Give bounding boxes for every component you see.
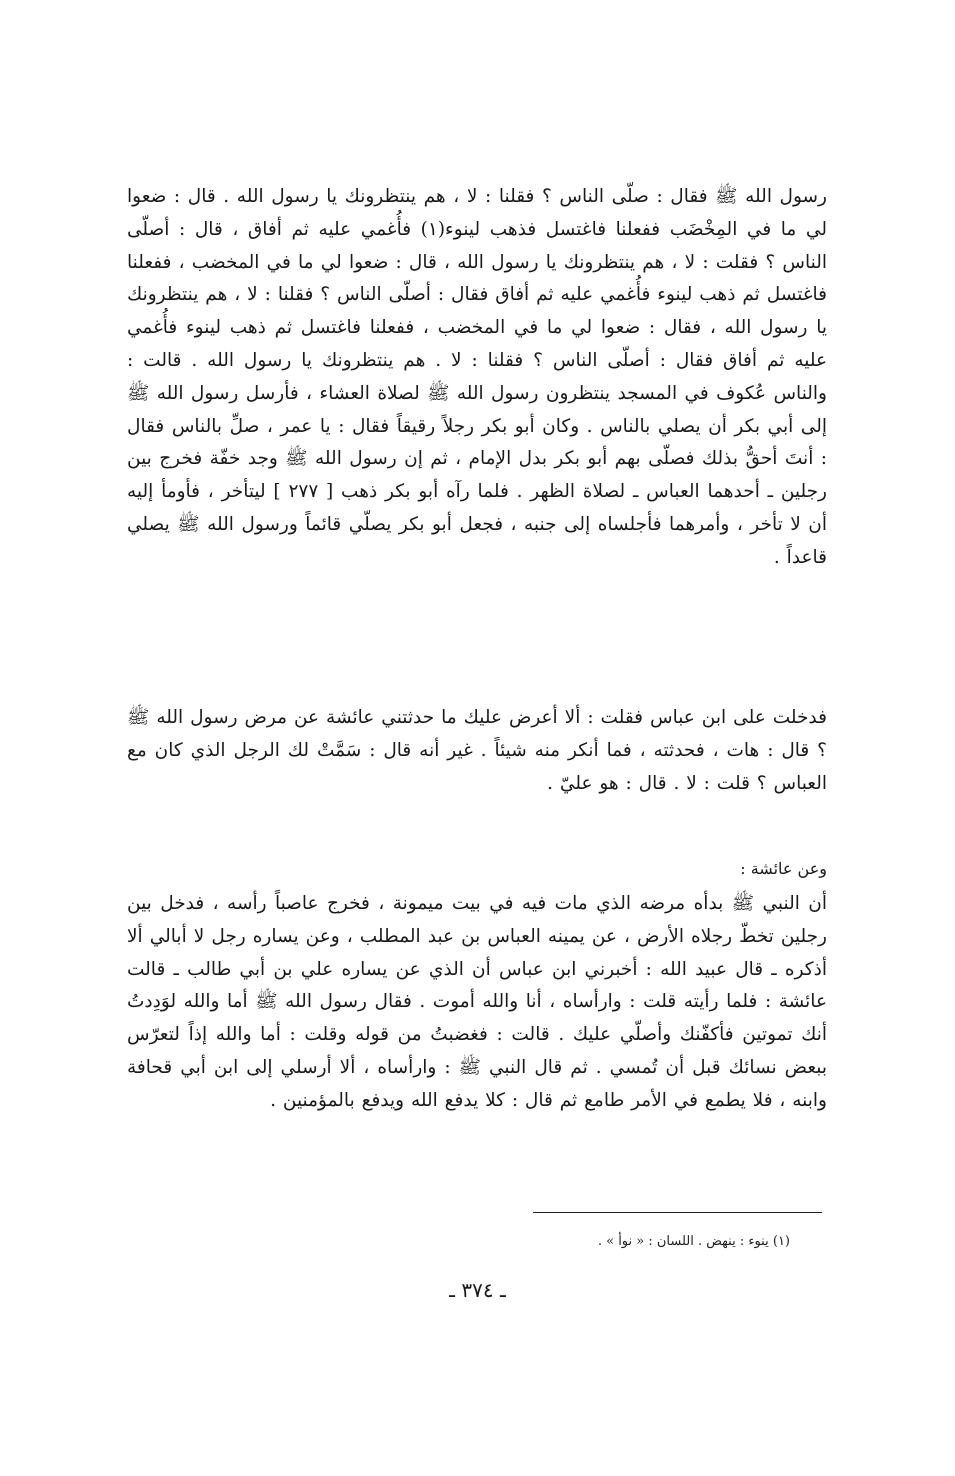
section-heading: وعن عائشة :	[740, 859, 827, 878]
paragraph-1: رسول الله ﷺ فقال : صلّى الناس ؟ فقلنا : لا ، هم ينتظرونك يا رسول الله . قال : ضعوا لي ما في المِخْضَب ففعلنا فاغتسل فذهب لينوء(١) فأُغمي عليه ثم أفاق ، قال : أصلّى الناس ؟ فقلت : لا ، هم ينتظرونك يا رسول الله ، قال : ضعوا لي ما في المخضب ، ففعلنا فاغتسل ثم ذهب لينوء فأُغمي عليه ثم أفاق فقال : أصلّى الناس ؟ فقلنا : لا ، هم ينتظرونك يا رسول الله ، فقال : ضعوا لي ما في المخضب ، ففعلنا فاغتسل ثم ذهب لينوء فأُغمي عليه ثم أفاق فقال : أصلّى الناس ؟ فقلنا : لا . هم ينتظرونك يا رسول الله . قالت : والناس عُكوف في المسجد ينتظرون رسول الله ﷺ لصلاة العشاء ، فأرسل رسول الله ﷺ إلى أبي بكر أن يصلي بالناس . وكان أبو بكر رجلاً رقيقاً فقال : يا عمر ، صلِّ بالناس فقال : أنتَ أحقُّ بذلك فصلّى بهم أبو بكر بدل الإمام ، ثم إن رسول الله ﷺ وجد خفّة فخرج بين رجلين ـ أحدهما العباس ـ لصلاة الظهر . فلما رآه أبو بكر ذهب [ ٢٧٧ ] ليتأخر ، فأومأ إليه أن لا تأخر ، وأمرهما فأجلساه إلى جنبه ، فجعل أبو بكر يصلّي قائماً ورسول الله ﷺ يصلي قاعداً .	[127, 186, 828, 568]
footnote-divider	[533, 1212, 822, 1213]
paragraph-3: أن النبي ﷺ بدأه مرضه الذي مات فيه في بيت ميمونة ، فخرج عاصباً رأسه ، فدخل بين رجلين تخطّ رجلاه الأرض ، عن يمينه العباس بن عبد المطلب ، وعن يساره رجل لا أبالي ألا أذكره ـ قال عبيد الله : أخبرني ابن عباس أن الذي عن يساره علي بن أبي طالب ـ قالت عائشة : فلما رأيته قلت : وارأساه ، أنا والله أموت . فقال رسول الله ﷺ أما والله لوَدِدتُ أنك تموتين فأكفّنك وأصلّي عليك . قالت : فغضبتُ من قوله وقلت : أما والله إذاً لتعرّس ببعض نسائك قبل أن تُمسي . ثم قال النبي ﷺ : وارأساه ، ألا أرسلي إلى ابن أبي قحافة وابنه ، فلا يطمع في الأمر طامع ثم قال : كلا يدفع الله ويدفع بالمؤمنين .	[127, 893, 827, 1111]
paragraph-2: فدخلت على ابن عباس فقلت : ألا أعرض عليك ما حدثتني عائشة عن مرض رسول الله ﷺ ؟ قال : هات ، فحدثته ، فما أنكر منه شيئاً . غير أنه قال : سَمَّتْ لك الرجل الذي كان مع العباس ؟ قلت : لا . قال : هو عليّ .	[127, 707, 827, 794]
footnote: (١) ينوء : ينهض . اللسان : « نوأ » .	[597, 1234, 790, 1249]
page-number: ـ ٣٧٤ ـ	[449, 1278, 506, 1302]
